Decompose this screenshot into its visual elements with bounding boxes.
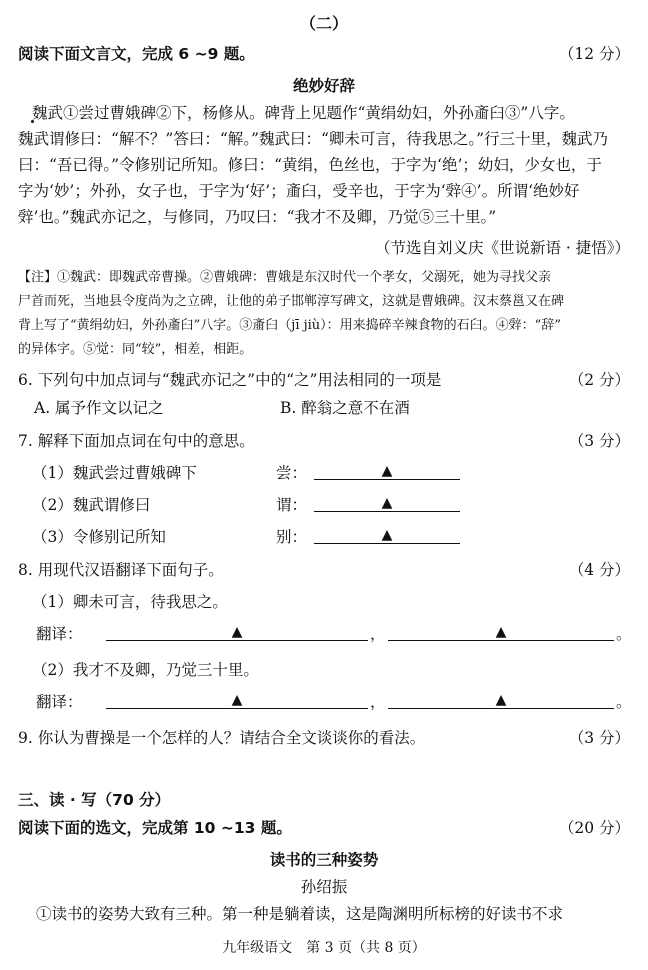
q7-item: [18, 495, 630, 515]
passage-line: [18, 103, 630, 123]
passage-line: 字为‘妙’；外孙，女子也，于字为‘好’；齑臼，受辛也，于字为‘辤④’。所谓‘绝妙好: [18, 182, 580, 200]
question-stem: 9. 你认为曹操是一个怎样的人？请结合全文谈谈你的看法。: [18, 729, 426, 747]
comma: ，: [370, 693, 386, 711]
note-line: 的异体字。⑤觉：同“较”，相差，相距。: [18, 342, 253, 357]
score-label: （4 分）: [568, 561, 630, 579]
answer-mark-icon: ▲: [231, 624, 243, 640]
q6-options: [18, 398, 630, 418]
q7-sentence: （2）魏武谓修曰: [32, 496, 151, 514]
period: 。: [616, 625, 632, 643]
passage-line: 曰：“吾已得。”令修别记所知。修曰：“黄绢，色丝也，于字为‘绝’；幼妇，少女也，于: [18, 156, 602, 174]
answer-mark-icon: ▲: [381, 527, 393, 543]
article-author: 孙绍振: [300, 878, 348, 896]
question-stem: 8. 用现代汉语翻译下面句子。: [18, 561, 224, 579]
passage-source: （节选自刘义庆《世说新语 · 捷悟》）: [374, 239, 630, 257]
note-line: 尸首而死，当地县令度尚为之立碑，让他的弟子邯郸淳写碑文，这就是曹娥碑。汉末蔡邕又在碑: [18, 294, 565, 309]
score-label: （2 分）: [568, 371, 630, 389]
score-label: （3 分）: [568, 432, 630, 450]
article-first-line: ①读书的姿势大致有三种。第一种是躺着读，这是陶渊明所标榜的好读书不求: [36, 905, 564, 923]
section-3-heading: 三、读 · 写（70 分）: [18, 791, 171, 809]
q7-item: [18, 463, 630, 483]
q8-translation-row: [18, 692, 630, 712]
score-label: （12 分）: [558, 45, 630, 63]
answer-blank[interactable]: [388, 624, 614, 641]
page-footer: 九年级语文 第 3 页（共 8 页）: [222, 940, 426, 956]
q7-item: [18, 527, 630, 547]
article-title: 读书的三种姿势: [269, 851, 379, 869]
question-8: [18, 560, 630, 580]
q7-word: 尝：: [276, 464, 308, 482]
passage-line: 辤’也。”魏武亦记之，与修同，乃叹曰：“我才不及卿，乃觉⑤三十里。”: [18, 208, 497, 226]
q8-sentence: （2）我才不及卿，乃觉三十里。: [32, 661, 259, 679]
q8-sentence: （1）卿未可言，待我思之。: [32, 593, 228, 611]
answer-blank[interactable]: [106, 692, 368, 709]
passage-title: 绝妙好辞: [292, 77, 355, 95]
answer-blank[interactable]: [388, 692, 614, 709]
answer-mark-icon: ▲: [495, 624, 507, 640]
option-a: A. 属予作文以记之: [34, 399, 164, 417]
reading-instruction: [18, 44, 630, 64]
section-3-instruction-row: [18, 818, 630, 838]
question-7: [18, 431, 630, 451]
note-line: 背上写了“黄绢幼妇，外孙齑臼”八字。③齑臼（jī jiù）：用来捣碎辛辣食物的石臼。④辤：“辞”: [18, 318, 561, 333]
question-stem: 7. 解释下面加点词在句中的意思。: [18, 432, 255, 450]
question-6: [18, 370, 630, 390]
question-stem: 6. 下列句中加点词与“魏武亦记之”中的“之”用法相同的一项是: [18, 371, 442, 389]
option-b: B. 醉翁之意不在酒: [280, 399, 410, 417]
answer-mark-icon: ▲: [381, 463, 393, 479]
period: 。: [616, 693, 632, 711]
q8-translation-row: [18, 624, 630, 644]
answer-blank[interactable]: [106, 624, 368, 641]
section-heading: （二）: [299, 14, 348, 33]
q7-sentence: （3）令修别记所知: [32, 528, 166, 546]
answer-mark-icon: ▲: [495, 692, 507, 708]
instruction-text: 阅读下面的选文，完成第 10 ~13 题。: [18, 819, 292, 837]
translation-label: 翻译：: [36, 625, 83, 643]
instruction-text: 阅读下面文言文，完成 6 ~9 题。: [18, 45, 255, 63]
translation-label: 翻译：: [36, 693, 83, 711]
question-9: [18, 728, 630, 748]
comma: ，: [370, 625, 386, 643]
note-line: 【注】①魏武：即魏武帝曹操。②曹娥碑：曹娥是东汉时代一个孝女，父溺死，她为寻找父亲: [18, 270, 552, 285]
score-label: （20 分）: [558, 819, 630, 837]
score-label: （3 分）: [568, 729, 630, 747]
answer-blank[interactable]: [314, 463, 460, 480]
passage-line: 魏武谓修曰：“解不？”答曰：“解。”魏武曰：“卿未可言，待我思之。”行三十里，魏武乃: [18, 130, 609, 148]
answer-mark-icon: ▲: [231, 692, 243, 708]
q7-word: 别：: [276, 528, 308, 546]
q7-word: 谓：: [276, 496, 308, 514]
passage-line-text: 魏武①尝过曹娥碑②下，杨修从。碑背上见题作“黄绢幼妇，外孙齑臼③”八字。: [32, 104, 575, 122]
answer-blank[interactable]: [314, 527, 460, 544]
answer-blank[interactable]: [314, 495, 460, 512]
q7-sentence: （1）魏武尝过曹娥碑下: [32, 464, 197, 482]
answer-mark-icon: ▲: [381, 495, 393, 511]
